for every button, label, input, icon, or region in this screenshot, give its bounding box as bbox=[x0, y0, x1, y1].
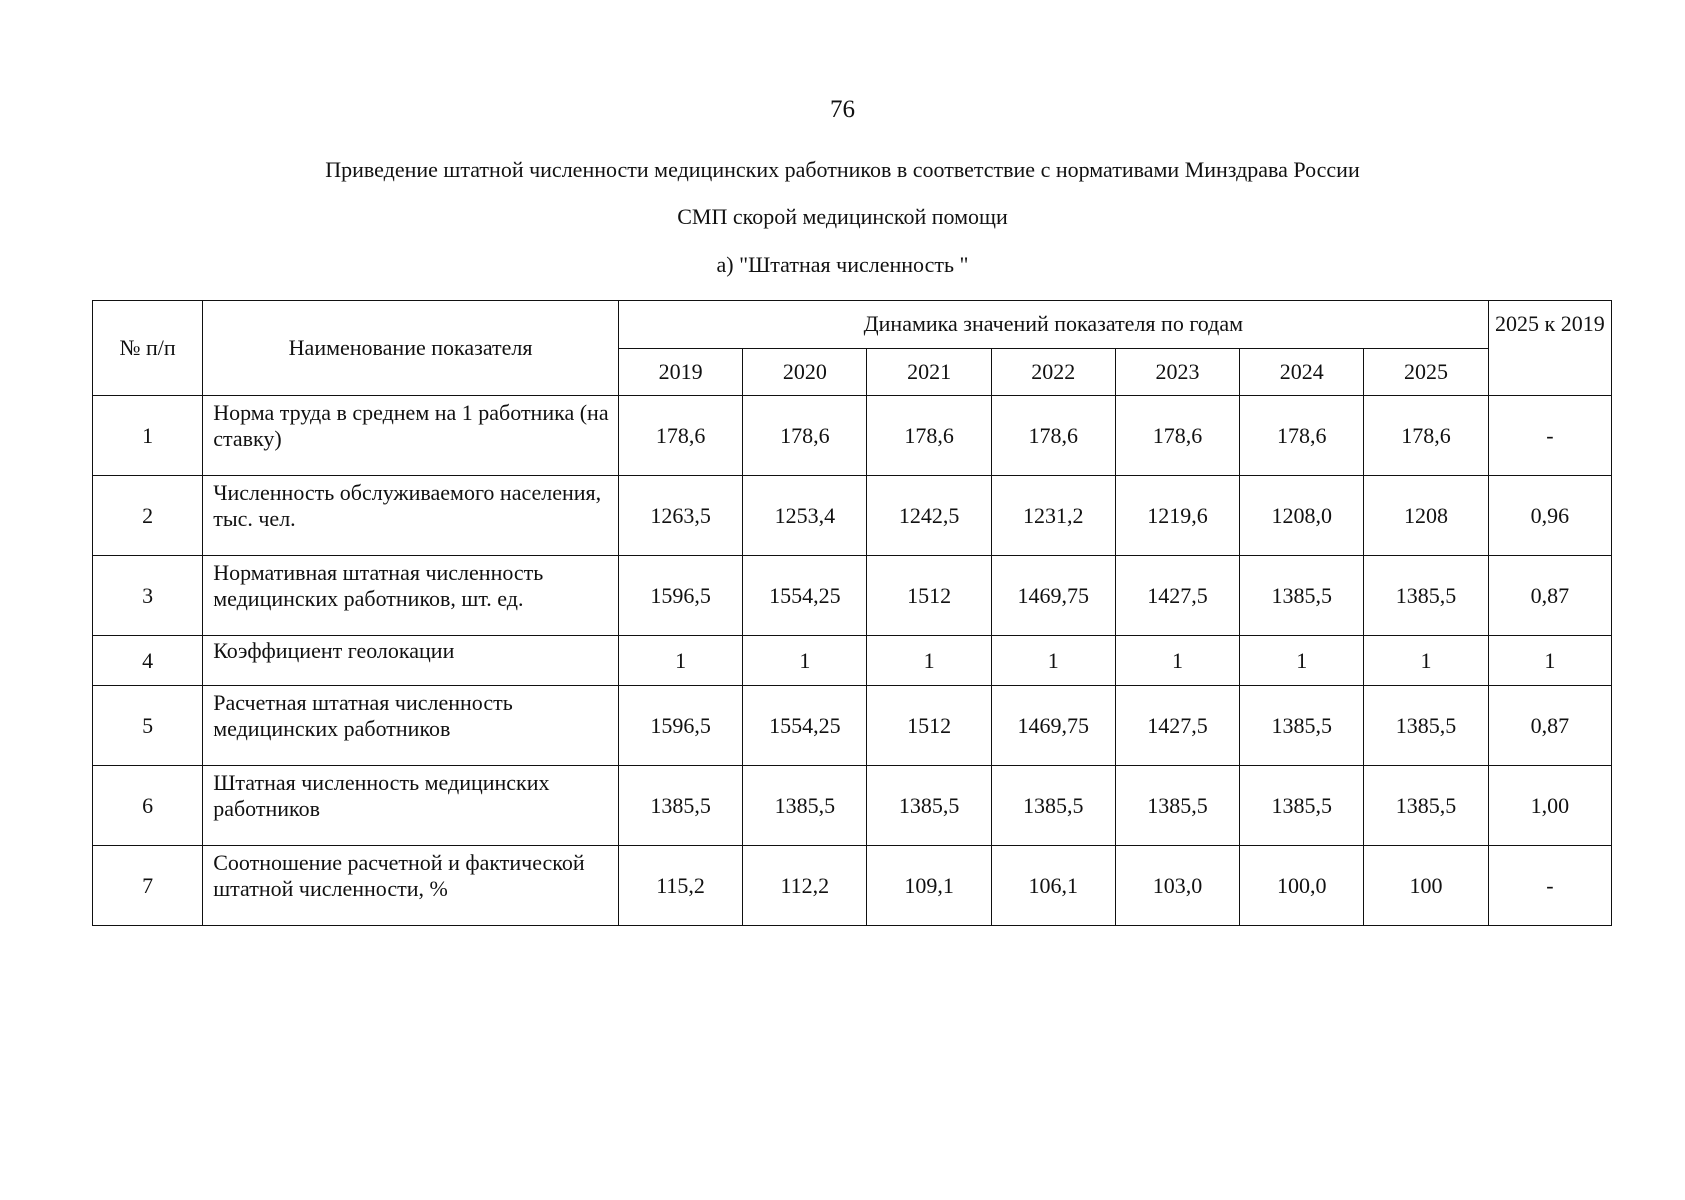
year-value: 1 bbox=[867, 636, 991, 686]
header-year: 2025 bbox=[1364, 348, 1488, 396]
year-value: 1 bbox=[743, 636, 867, 686]
ratio-value: 0,96 bbox=[1488, 476, 1611, 556]
table-row bbox=[93, 636, 1612, 686]
year-value: 1469,75 bbox=[991, 556, 1115, 636]
row-number: 6 bbox=[93, 766, 203, 846]
header-year: 2021 bbox=[867, 348, 991, 396]
year-value: 109,1 bbox=[867, 846, 991, 926]
ratio-value: - bbox=[1488, 846, 1611, 926]
document-title: Приведение штатной численности медицинских работников в соответствие с нормативами Минздрава России bbox=[325, 157, 1360, 182]
header-year: 2020 bbox=[743, 348, 867, 396]
year-value: 1219,6 bbox=[1115, 476, 1239, 556]
year-value: 1 bbox=[1240, 636, 1364, 686]
table-row bbox=[93, 556, 1612, 636]
year-value: 1 bbox=[991, 636, 1115, 686]
year-value: 100 bbox=[1364, 846, 1488, 926]
row-number: 4 bbox=[93, 636, 203, 686]
year-value: 103,0 bbox=[1115, 846, 1239, 926]
indicator-name: Коэффициент геолокации bbox=[203, 636, 619, 686]
year-value: 1 bbox=[1115, 636, 1239, 686]
header-year: 2024 bbox=[1240, 348, 1364, 396]
year-value: 115,2 bbox=[618, 846, 742, 926]
indicator-name: Норма труда в среднем на 1 работника (на ставку) bbox=[203, 396, 619, 476]
year-value: 1385,5 bbox=[743, 766, 867, 846]
year-value: 1512 bbox=[867, 686, 991, 766]
ratio-value: - bbox=[1488, 396, 1611, 476]
indicator-name: Соотношение расчетной и фактической штатной численности, % bbox=[203, 846, 619, 926]
ratio-value: 1 bbox=[1488, 636, 1611, 686]
row-number: 1 bbox=[93, 396, 203, 476]
year-value: 178,6 bbox=[867, 396, 991, 476]
year-value: 1263,5 bbox=[618, 476, 742, 556]
header-ratio: 2025 к 2019 bbox=[1488, 301, 1611, 396]
year-value: 1385,5 bbox=[1240, 556, 1364, 636]
year-value: 1385,5 bbox=[1364, 556, 1488, 636]
indicator-name: Численность обслуживаемого населения, тыс. чел. bbox=[203, 476, 619, 556]
year-value: 1253,4 bbox=[743, 476, 867, 556]
year-value: 178,6 bbox=[1115, 396, 1239, 476]
year-value: 1554,25 bbox=[743, 686, 867, 766]
year-value: 1385,5 bbox=[618, 766, 742, 846]
year-value: 178,6 bbox=[618, 396, 742, 476]
header-year: 2019 bbox=[618, 348, 742, 396]
year-value: 1596,5 bbox=[618, 686, 742, 766]
year-value: 1427,5 bbox=[1115, 686, 1239, 766]
year-value: 106,1 bbox=[991, 846, 1115, 926]
year-value: 1242,5 bbox=[867, 476, 991, 556]
year-value: 1512 bbox=[867, 556, 991, 636]
row-number: 5 bbox=[93, 686, 203, 766]
table-row bbox=[93, 476, 1612, 556]
year-value: 1 bbox=[618, 636, 742, 686]
year-value: 1554,25 bbox=[743, 556, 867, 636]
year-value: 1385,5 bbox=[1240, 686, 1364, 766]
year-value: 1596,5 bbox=[618, 556, 742, 636]
header-years-group: Динамика значений показателя по годам bbox=[618, 301, 1488, 349]
page-number: 76 bbox=[830, 96, 855, 123]
document-subtitle: СМП скорой медицинской помощи bbox=[677, 204, 1008, 229]
table-row bbox=[93, 686, 1612, 766]
year-value: 1385,5 bbox=[1364, 686, 1488, 766]
ratio-value: 0,87 bbox=[1488, 556, 1611, 636]
table-row bbox=[93, 766, 1612, 846]
header-year: 2023 bbox=[1115, 348, 1239, 396]
year-value: 178,6 bbox=[1364, 396, 1488, 476]
year-value: 1469,75 bbox=[991, 686, 1115, 766]
year-value: 1385,5 bbox=[867, 766, 991, 846]
year-value: 1427,5 bbox=[1115, 556, 1239, 636]
ratio-value: 1,00 bbox=[1488, 766, 1611, 846]
header-year: 2022 bbox=[991, 348, 1115, 396]
year-value: 178,6 bbox=[743, 396, 867, 476]
year-value: 1385,5 bbox=[1115, 766, 1239, 846]
table-caption: а) "Штатная численность " bbox=[716, 252, 969, 277]
row-number: 2 bbox=[93, 476, 203, 556]
year-value: 100,0 bbox=[1240, 846, 1364, 926]
year-value: 178,6 bbox=[1240, 396, 1364, 476]
year-value: 112,2 bbox=[743, 846, 867, 926]
header-name: Наименование показателя bbox=[203, 301, 619, 396]
indicator-name: Штатная численность медицинских работников bbox=[203, 766, 619, 846]
year-value: 1385,5 bbox=[991, 766, 1115, 846]
year-value: 1208 bbox=[1364, 476, 1488, 556]
year-value: 1385,5 bbox=[1364, 766, 1488, 846]
header-num: № п/п bbox=[93, 301, 203, 396]
indicator-name: Нормативная штатная численность медицинских работников, шт. ед. bbox=[203, 556, 619, 636]
row-number: 7 bbox=[93, 846, 203, 926]
row-number: 3 bbox=[93, 556, 203, 636]
year-value: 1 bbox=[1364, 636, 1488, 686]
table-row bbox=[93, 846, 1612, 926]
staffing-table bbox=[92, 300, 1612, 926]
ratio-value: 0,87 bbox=[1488, 686, 1611, 766]
table-row bbox=[93, 396, 1612, 476]
indicator-name: Расчетная штатная численность медицинских работников bbox=[203, 686, 619, 766]
year-value: 1208,0 bbox=[1240, 476, 1364, 556]
year-value: 1385,5 bbox=[1240, 766, 1364, 846]
year-value: 178,6 bbox=[991, 396, 1115, 476]
year-value: 1231,2 bbox=[991, 476, 1115, 556]
